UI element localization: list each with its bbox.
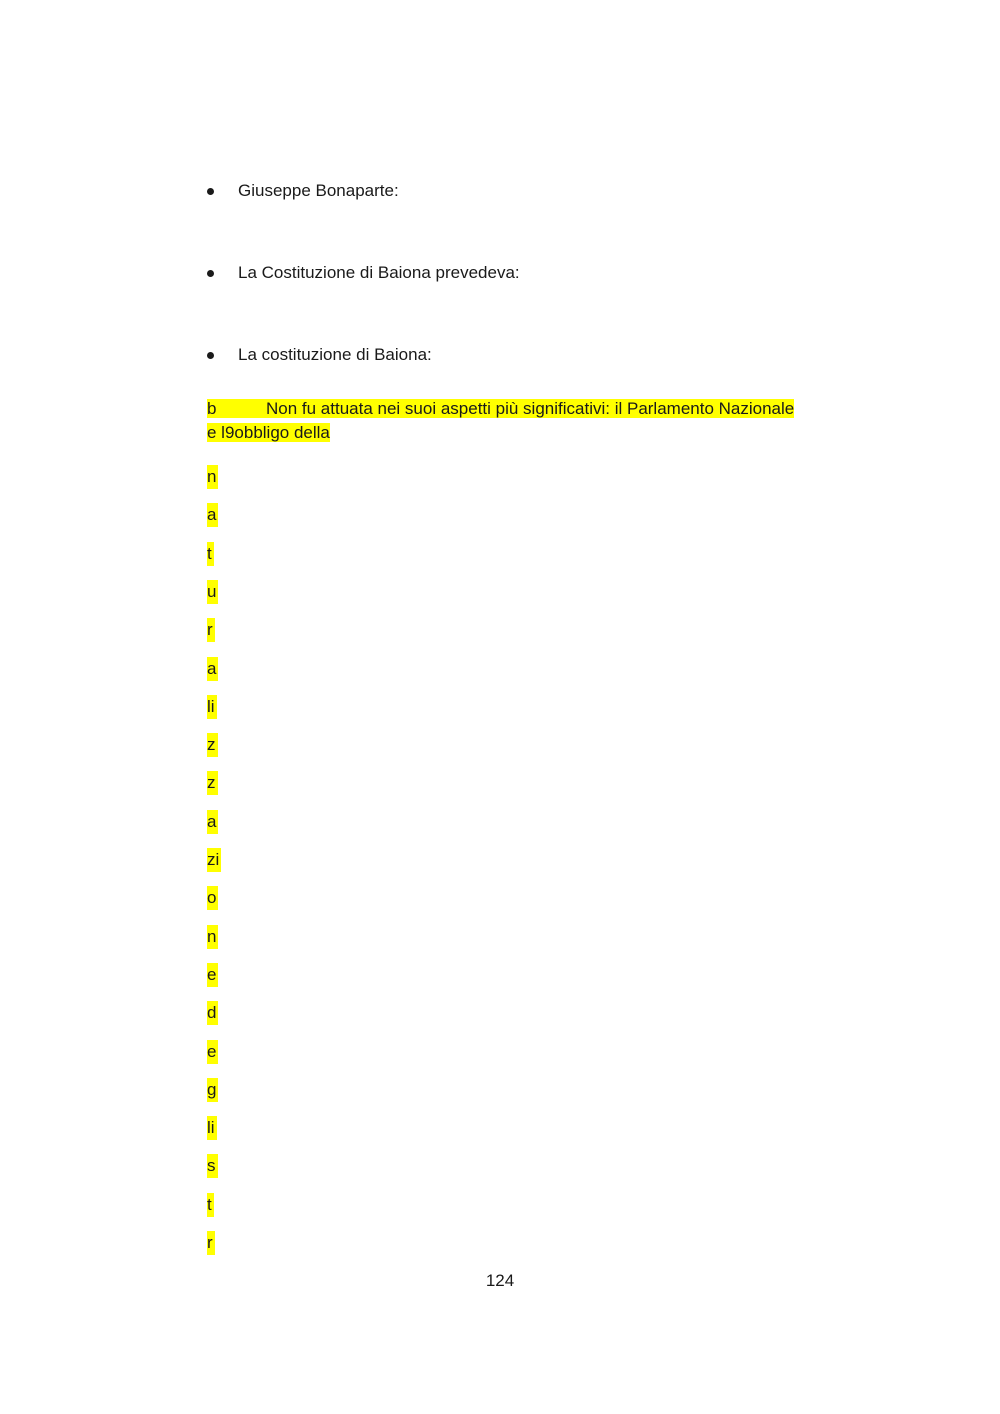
bullet-dot-icon [207, 270, 214, 277]
vertical-char: a [207, 503, 218, 527]
bullet-item-costituzione-prevedeva [207, 262, 520, 284]
highlighted-answer [207, 397, 852, 445]
bullet-dot-icon [207, 188, 214, 195]
vertical-char: li [207, 1116, 217, 1140]
vertical-char: e [207, 963, 218, 987]
vertical-char: li [207, 695, 217, 719]
page-number: 124 [485, 1271, 515, 1290]
vertical-char: e [207, 1040, 218, 1064]
bullet-dot-icon [207, 352, 214, 359]
vertical-char: t [207, 1193, 214, 1217]
vertical-char: z [207, 771, 218, 795]
vertical-char: g [207, 1078, 218, 1102]
vertical-char: u [207, 580, 218, 604]
answer-line-1: Non fu attuata nei suoi aspetti più significativi: il Parlamento Nazionale [266, 399, 795, 418]
vertical-char: r [207, 1231, 215, 1255]
bullet-text: Giuseppe Bonaparte: [238, 181, 399, 200]
vertical-char: t [207, 542, 214, 566]
answer-letter: b [207, 399, 217, 418]
vertical-char: n [207, 465, 218, 489]
vertical-char: d [207, 1001, 218, 1025]
vertical-char: a [207, 657, 218, 681]
vertical-char: zi [207, 848, 221, 872]
answer-line-2: e l9obbligo della [207, 423, 330, 442]
vertical-char: o [207, 886, 218, 910]
bullet-text: La Costituzione di Baiona prevedeva: [238, 263, 520, 282]
vertical-char: n [207, 925, 218, 949]
vertical-char: s [207, 1154, 218, 1178]
bullet-text: La costituzione di Baiona: [238, 345, 432, 364]
bullet-item-costituzione-baiona [207, 344, 432, 366]
vertical-char: a [207, 810, 218, 834]
vertical-char: r [207, 618, 215, 642]
bullet-item-giuseppe-bonaparte [207, 180, 399, 202]
vertical-char: z [207, 733, 218, 757]
